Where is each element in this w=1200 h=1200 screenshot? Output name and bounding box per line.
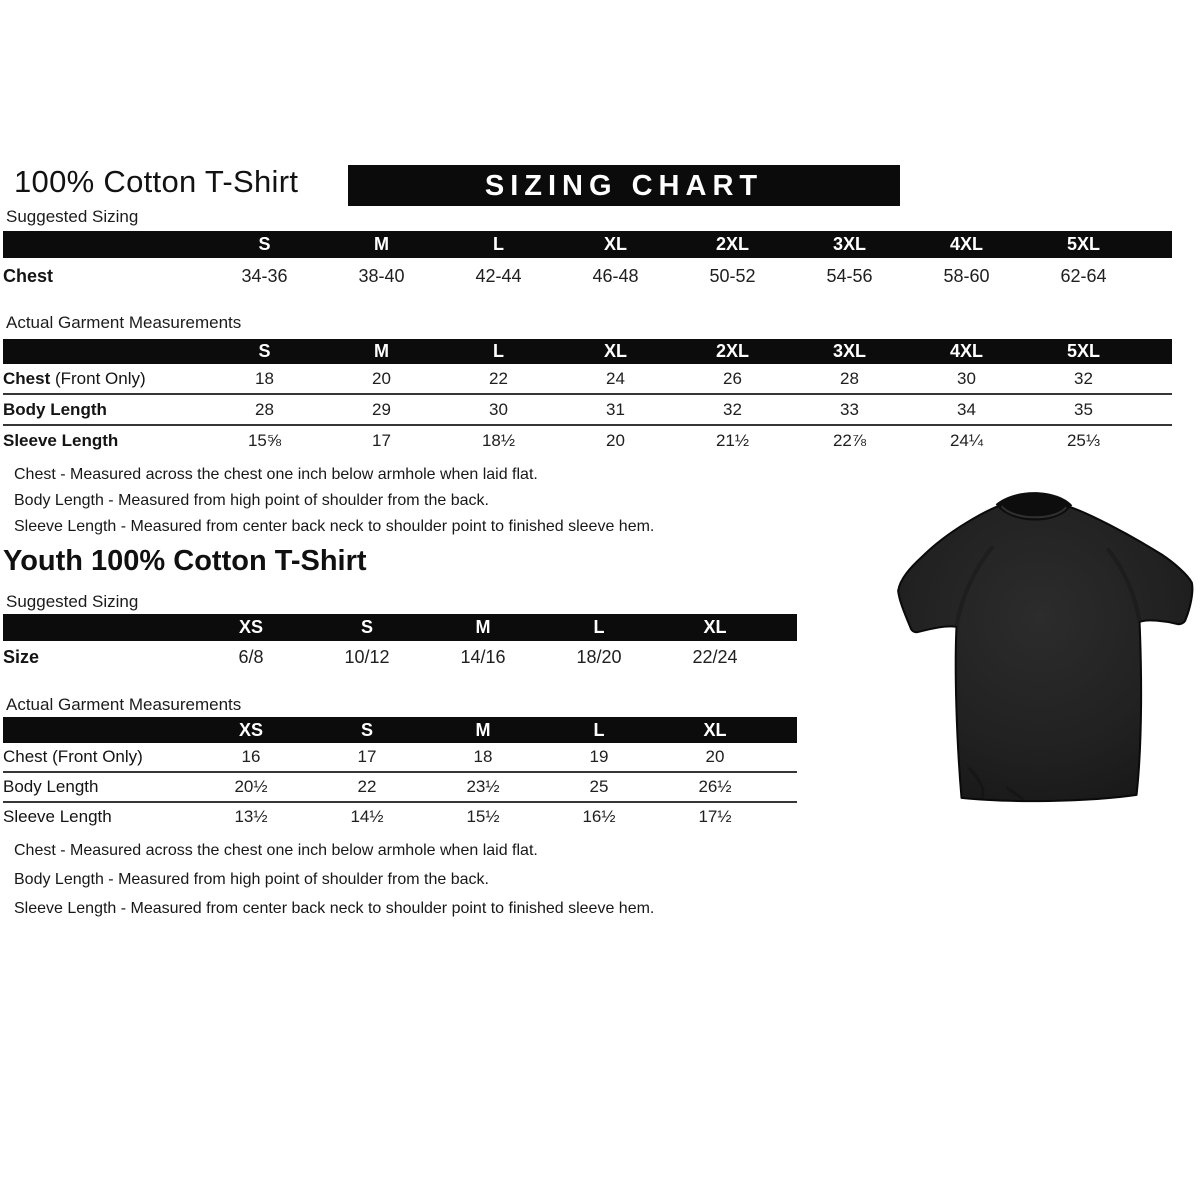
row-label-text: Chest — [3, 266, 54, 286]
youth-title: Youth 100% Cotton T-Shirt — [3, 545, 367, 577]
note-body-length: Body Length - Measured from high point of shoulder from the back. — [14, 871, 489, 888]
measurement-cell: 14/16 — [460, 647, 506, 667]
tshirt-body — [898, 505, 1192, 801]
measurement-cell: 30 — [440, 394, 557, 425]
measurement-cell: 34 — [908, 394, 1025, 425]
measurement-cell: 14½ — [309, 802, 425, 831]
adult-suggested-heading: Suggested Sizing — [6, 207, 139, 226]
measurement-cell: 17½ — [657, 802, 773, 831]
measurement-cell: 35 — [1025, 394, 1142, 425]
measurement-cell: 22 — [309, 772, 425, 802]
header-spacer — [1142, 339, 1172, 364]
measurement-cell: 33 — [791, 394, 908, 425]
measurement-cell: 54-56 — [826, 266, 873, 286]
row-label-text: Sleeve Length — [3, 430, 119, 450]
size-col-header: XL — [557, 231, 674, 258]
header-spacer — [3, 614, 193, 641]
measurement-cell: 16 — [241, 747, 261, 766]
measurement-cell: 15⅝ — [206, 425, 323, 455]
measurement-cell: 15½ — [425, 802, 541, 831]
size-col-header: S — [309, 717, 425, 743]
row-label — [3, 772, 193, 802]
header-spacer — [3, 339, 206, 364]
cell-spacer — [773, 743, 797, 772]
measurement-cell: 32 — [1074, 368, 1093, 388]
measurement-cell: 22 — [489, 368, 508, 388]
measurement-cell: 42-44 — [475, 266, 522, 286]
measurement-cell: 25⅓ — [1025, 425, 1142, 455]
measurement-cell: 20 — [705, 747, 725, 766]
measurement-cell: 23½ — [425, 772, 541, 802]
table-row-sleeve-length — [3, 425, 1172, 455]
measurement-cell: 17 — [357, 747, 377, 766]
size-col-header: 3XL — [791, 339, 908, 364]
youth-actual-heading: Actual Garment Measurements — [6, 695, 242, 714]
measurement-cell: 50-52 — [709, 266, 756, 286]
row-label-suffix: (Front Only) — [50, 368, 146, 388]
size-col-header: M — [323, 231, 440, 258]
black-tshirt-image — [888, 468, 1200, 810]
table-row-chest — [3, 743, 797, 772]
row-label-text: Chest — [3, 368, 51, 388]
measurement-cell: 18 — [255, 368, 274, 388]
measurement-cell: 25 — [541, 772, 657, 802]
size-col-header: XS — [193, 614, 309, 641]
row-label — [3, 364, 206, 394]
row-label — [3, 802, 193, 831]
page-title: 100% Cotton T-Shirt — [14, 164, 299, 199]
measurement-cell: 31 — [557, 394, 674, 425]
header-spacer — [773, 614, 797, 641]
size-col-header: 5XL — [1025, 339, 1142, 364]
measurement-cell: 16½ — [541, 802, 657, 831]
cell-spacer — [1142, 364, 1172, 394]
table-header-row — [3, 614, 797, 641]
cell-spacer — [773, 802, 797, 831]
size-col-header: 2XL — [674, 231, 791, 258]
row-label — [3, 394, 206, 425]
header-spacer — [3, 717, 193, 743]
sizing-chart-banner: SIZING CHART — [348, 165, 900, 206]
adult-measurement-notes — [14, 462, 654, 540]
table-row — [3, 258, 1172, 295]
row-label-text: Body Length — [3, 777, 99, 796]
size-col-header: M — [425, 614, 541, 641]
youth-measurement-notes — [14, 836, 654, 923]
measurement-cell: 26½ — [657, 772, 773, 802]
measurement-cell: 28 — [206, 394, 323, 425]
size-col-header: L — [440, 339, 557, 364]
row-label-suffix: (Front Only) — [47, 747, 143, 766]
size-col-header: 4XL — [908, 231, 1025, 258]
measurement-cell: 22⅞ — [791, 425, 908, 455]
note-chest: Chest - Measured across the chest one inch below armhole when laid flat. — [14, 466, 538, 483]
row-label-text: Sleeve Length — [3, 807, 112, 826]
size-col-header: L — [440, 231, 557, 258]
size-col-header: M — [425, 717, 541, 743]
row-label — [3, 641, 193, 674]
youth-suggested-heading: Suggested Sizing — [6, 592, 139, 611]
header-spacer — [3, 231, 206, 258]
row-label — [3, 425, 206, 455]
measurement-cell: 24 — [606, 368, 625, 388]
size-col-header: XL — [557, 339, 674, 364]
size-col-header: 3XL — [791, 231, 908, 258]
size-col-header: L — [541, 614, 657, 641]
size-col-header: S — [309, 614, 425, 641]
measurement-cell: 20½ — [193, 772, 309, 802]
row-label-text: Chest — [3, 747, 48, 766]
size-col-header: XS — [193, 717, 309, 743]
note-body-length: Body Length - Measured from high point of shoulder from the back. — [14, 492, 489, 509]
size-col-header: S — [206, 339, 323, 364]
measurement-cell: 46-48 — [592, 266, 639, 286]
row-label — [3, 258, 206, 295]
size-col-header: S — [206, 231, 323, 258]
measurement-cell: 62-64 — [1060, 266, 1107, 286]
size-col-header: 5XL — [1025, 231, 1142, 258]
measurement-cell: 18/20 — [576, 647, 622, 667]
row-label-text: Size — [3, 647, 40, 667]
measurement-cell: 24¼ — [908, 425, 1025, 455]
table-row-body-length — [3, 772, 797, 802]
measurement-cell: 29 — [323, 394, 440, 425]
measurement-cell: 32 — [674, 394, 791, 425]
measurement-cell: 30 — [957, 368, 976, 388]
cell-spacer — [1142, 425, 1172, 455]
measurement-cell: 26 — [723, 368, 742, 388]
measurement-cell: 6/8 — [238, 647, 264, 667]
measurement-cell: 34-36 — [241, 266, 288, 286]
cell-spacer — [1142, 394, 1172, 425]
row-label-text: Body Length — [3, 399, 107, 419]
size-col-header: XL — [657, 614, 773, 641]
size-col-header: XL — [657, 717, 773, 743]
youth-actual-table — [3, 717, 797, 831]
size-col-header: L — [541, 717, 657, 743]
table-row-chest — [3, 364, 1172, 394]
adult-actual-table — [3, 339, 1172, 455]
measurement-cell: 18 — [473, 747, 493, 766]
cell-spacer — [773, 772, 797, 802]
header-spacer — [773, 717, 797, 743]
note-chest: Chest - Measured across the chest one inch below armhole when laid flat. — [14, 842, 538, 859]
measurement-cell: 18½ — [440, 425, 557, 455]
measurement-cell: 17 — [323, 425, 440, 455]
measurement-cell: 10/12 — [344, 647, 390, 667]
measurement-cell: 20 — [557, 425, 674, 455]
table-header-row — [3, 717, 797, 743]
note-sleeve-length: Sleeve Length - Measured from center back neck to shoulder point to finished sleeve hem. — [14, 900, 655, 917]
measurement-cell: 28 — [840, 368, 859, 388]
header-spacer — [1142, 231, 1172, 258]
measurement-cell: 21½ — [674, 425, 791, 455]
cell-spacer — [1142, 258, 1172, 295]
table-header-row — [3, 339, 1172, 364]
row-label — [3, 743, 193, 772]
table-row-size — [3, 641, 797, 674]
measurement-cell: 22/24 — [692, 647, 738, 667]
table-row-sleeve-length — [3, 802, 797, 831]
measurement-cell: 58-60 — [943, 266, 990, 286]
adult-suggested-table — [3, 231, 1172, 295]
note-sleeve-length: Sleeve Length - Measured from center back neck to shoulder point to finished sleeve hem. — [14, 518, 655, 535]
measurement-cell: 38-40 — [358, 266, 405, 286]
measurement-cell: 13½ — [193, 802, 309, 831]
adult-actual-heading: Actual Garment Measurements — [6, 313, 242, 332]
youth-suggested-table — [3, 614, 797, 674]
table-row-body-length — [3, 394, 1172, 425]
measurement-cell: 19 — [589, 747, 609, 766]
size-col-header: M — [323, 339, 440, 364]
cell-spacer — [773, 641, 797, 674]
size-col-header: 4XL — [908, 339, 1025, 364]
size-col-header: 2XL — [674, 339, 791, 364]
measurement-cell: 20 — [372, 368, 391, 388]
table-header-row — [3, 231, 1172, 258]
